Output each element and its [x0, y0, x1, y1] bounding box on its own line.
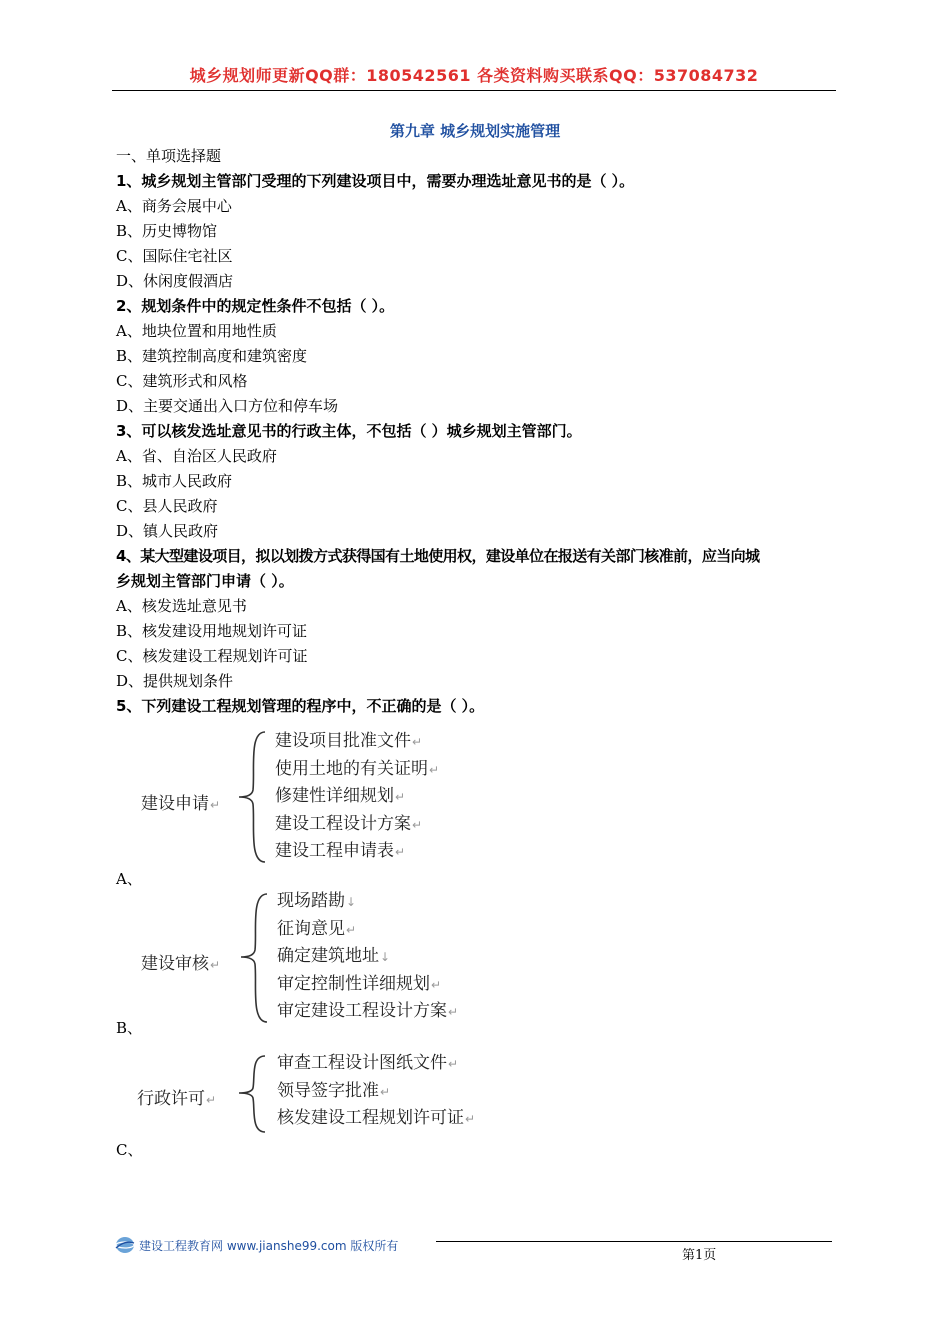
diagram-a-item-5: 建设工程申请表↵ [275, 841, 406, 861]
diagram-b-item-5: 审定建设工程设计方案↵ [277, 1001, 459, 1021]
q2-option-d: D、主要交通出入口方位和停车场 [116, 397, 339, 415]
footer-divider [436, 1241, 832, 1242]
chapter-title: 第九章 城乡规划实施管理 [389, 122, 561, 140]
diagram-a-title: 建设申请↵ [141, 794, 221, 814]
q4-option-a: A、核发选址意见书 [116, 597, 247, 615]
diagram-a-item-3: 修建性详细规划↵ [275, 786, 406, 806]
question-4-line-1: 4、某大型建设项目，拟以划拨方式获得国有土地使用权，建设单位在报送有关部门核准前，应当向城 [116, 547, 760, 565]
q5-option-c: C、 [116, 1141, 143, 1159]
q3-option-d: D、镇人民政府 [116, 522, 219, 540]
q2-option-b: B、建筑控制高度和建筑密度 [116, 347, 308, 365]
q4-option-d: D、提供规划条件 [116, 672, 234, 690]
q5-option-a: A、 [116, 870, 142, 888]
q3-option-b: B、城市人民政府 [116, 472, 233, 490]
q1-option-b: B、历史博物馆 [116, 222, 218, 240]
diagram-construction-application [135, 728, 475, 868]
diagram-a-item-2: 使用土地的有关证明↵ [275, 758, 440, 779]
q1-option-c: C、国际住宅社区 [116, 247, 233, 265]
q3-option-c: C、县人民政府 [116, 497, 218, 515]
header-banner: 城乡规划师更新QQ群：180542561 各类资料购买联系QQ：537084732 [112, 64, 836, 91]
q2-option-a: A、地块位置和用地性质 [116, 322, 277, 340]
diagram-b-item-2: 征询意见↵ [277, 918, 357, 939]
q1-option-a: A、商务会展中心 [116, 197, 232, 215]
q2-option-c: C、建筑形式和风格 [116, 372, 248, 390]
diagram-c-item-3: 核发建设工程规划许可证↵ [277, 1108, 476, 1128]
globe-logo-icon [114, 1236, 136, 1254]
footer-logo [114, 1236, 398, 1254]
diagram-b-item-1: 现场踏勘↓ [277, 891, 357, 911]
diagram-b-item-4: 审定控制性详细规划↵ [277, 973, 442, 994]
question-1: 1、城乡规划主管部门受理的下列建设项目中，需要办理选址意见书的是（ ）。 [116, 172, 635, 190]
diagram-c-title: 行政许可↵ [137, 1089, 217, 1109]
q5-option-b: B、 [116, 1019, 143, 1037]
footer-logo-text: 建设工程教育网 www.jianshe99.com 版权所有 [139, 1238, 399, 1253]
question-5: 5、下列建设工程规划管理的程序中，不正确的是（ ）。 [116, 697, 485, 715]
q4-option-b: B、核发建设用地规划许可证 [116, 622, 308, 640]
diagram-c-brace [235, 1054, 271, 1134]
diagram-c-item-2: 领导签字批准↵ [277, 1080, 391, 1101]
diagram-a-brace [235, 730, 271, 864]
diagram-a-item-4: 建设工程设计方案↵ [275, 813, 423, 834]
section-title: 一、单项选择题 [116, 147, 222, 165]
diagram-administrative-permit [135, 1050, 515, 1136]
question-4-line-2: 乡规划主管部门申请（ ）。 [116, 572, 294, 590]
q3-option-a: A、省、自治区人民政府 [116, 447, 277, 465]
q1-option-d: D、休闲度假酒店 [116, 272, 234, 290]
page-number: 第1页 [682, 1248, 717, 1263]
diagram-a-item-1: 建设项目批准文件↵ [275, 731, 423, 751]
question-3: 3、可以核发选址意见书的行政主体，不包括（ ）城乡规划主管部门。 [116, 422, 582, 440]
diagram-b-item-3: 确定建筑地址↓ [277, 946, 391, 966]
diagram-c-item-1: 审查工程设计图纸文件↵ [277, 1053, 459, 1073]
q4-option-c: C、核发建设工程规划许可证 [116, 647, 308, 665]
diagram-b-title: 建设审核↵ [141, 954, 221, 974]
diagram-b-brace [237, 892, 273, 1024]
question-2: 2、规划条件中的规定性条件不包括（ ）。 [116, 297, 395, 315]
diagram-construction-review [135, 888, 495, 1028]
